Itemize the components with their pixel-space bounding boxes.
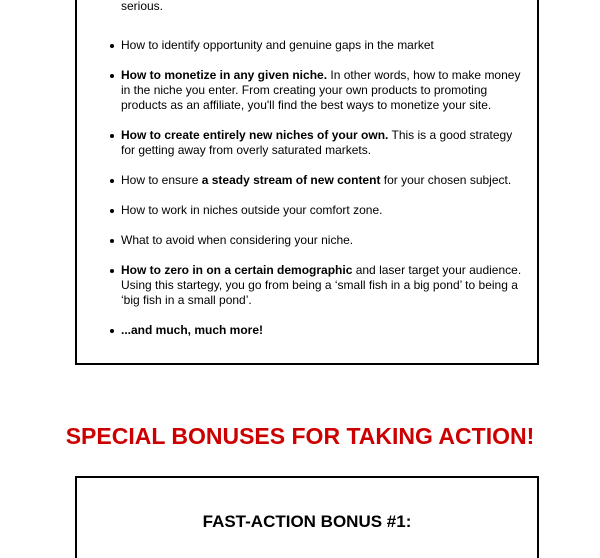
special-bonuses-heading: SPECIAL BONUSES FOR TAKING ACTION! bbox=[65, 423, 535, 449]
list-item-text: What to avoid when considering your niche. bbox=[121, 233, 354, 247]
list-item-text: In other words, how to make money in the niche you enter. From creating your own products to promoting products as an affiliate, you'll find the best ways to monetize your site. bbox=[121, 68, 521, 112]
list-item-text: How to work in niches outside your comfort zone. bbox=[121, 203, 383, 217]
fast-action-bonus-title: FAST-ACTION BONUS #1: bbox=[202, 512, 412, 531]
list-item-bold: How to zero in on a certain demographic bbox=[121, 263, 353, 277]
list-item bbox=[121, 323, 526, 338]
list-item bbox=[121, 173, 526, 188]
list-item bbox=[121, 38, 526, 53]
list-item-text: and laser target your audience. Using this startegy, you go from being a ‘small fish in a big pond’ to being a ‘big fish in a small pond’. bbox=[121, 263, 522, 307]
intro-line-2: serious. bbox=[121, 0, 164, 13]
list-item-bold: How to create entirely new niches of your own. bbox=[121, 128, 389, 142]
list-item-text: This is a good strategy for getting away from overly saturated markets. bbox=[121, 128, 513, 157]
intro-text bbox=[121, 0, 526, 14]
list-item-bold: ...and much, much more! bbox=[121, 323, 264, 337]
list-item bbox=[121, 203, 526, 218]
feature-list bbox=[107, 38, 526, 353]
features-box bbox=[75, 0, 539, 365]
list-item-bold: How to monetize in any given niche. bbox=[121, 68, 328, 82]
bonus-box bbox=[75, 476, 539, 558]
list-item bbox=[121, 128, 526, 158]
list-item-text: How to identify opportunity and genuine gaps in the market bbox=[121, 38, 434, 52]
list-item-bold: a steady stream of new content bbox=[201, 173, 381, 187]
list-item-text: for your chosen subject. bbox=[380, 173, 512, 187]
list-item-text: How to ensure bbox=[121, 173, 202, 187]
list-item bbox=[121, 263, 526, 308]
list-item bbox=[121, 68, 526, 113]
list-item bbox=[121, 233, 526, 248]
